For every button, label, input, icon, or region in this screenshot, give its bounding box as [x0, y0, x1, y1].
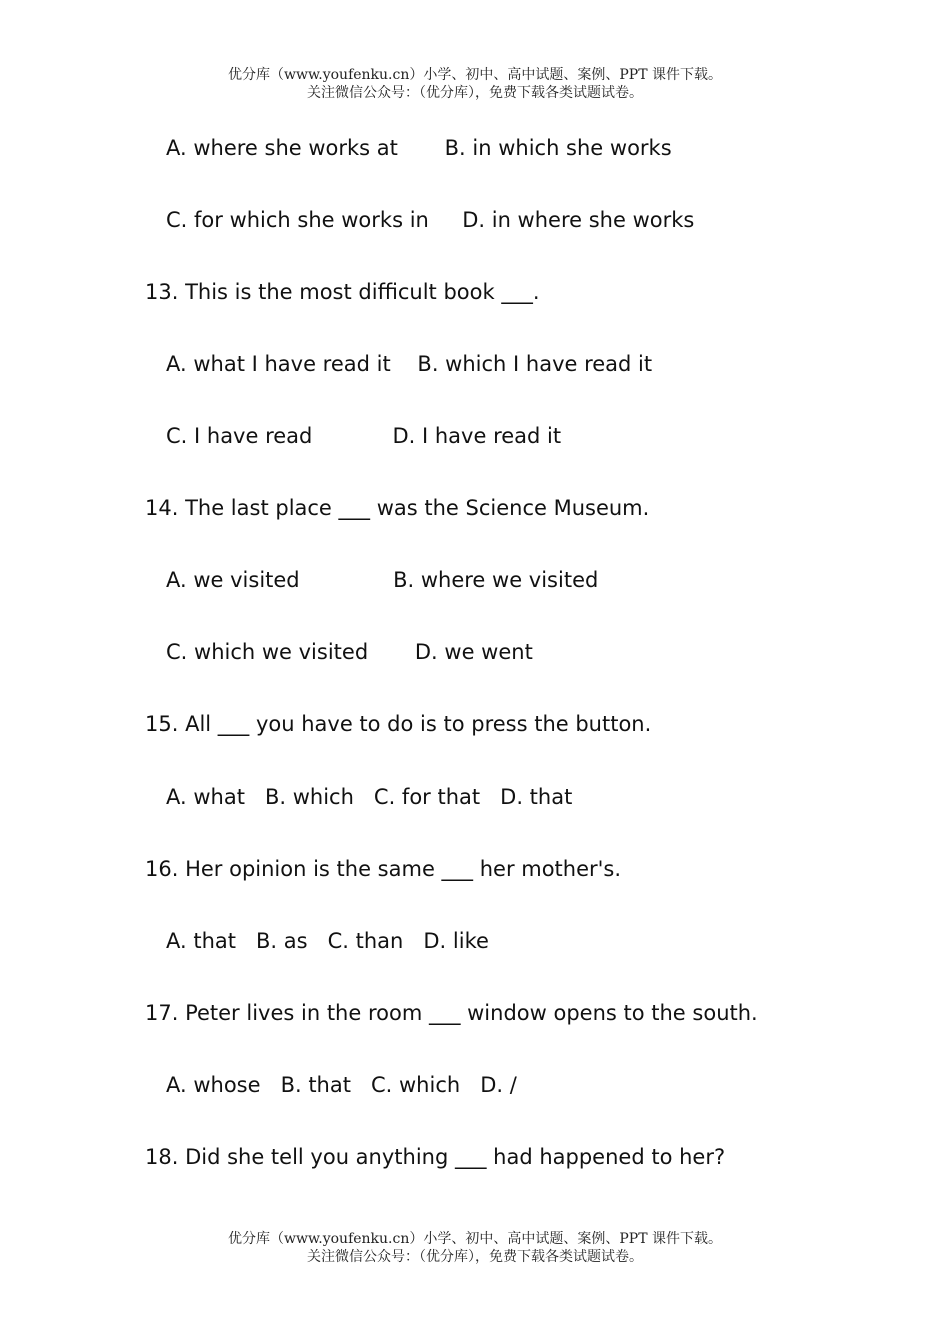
- q17-options: A. whose B. that C. which D. /: [166, 1073, 517, 1097]
- footer-line-2: 关注微信公众号：（优分库），免费下载各类试题试卷。: [307, 1249, 643, 1265]
- question-16: 16. Her opinion is the same ___ her mother's.: [145, 857, 622, 881]
- header-line-1: 优分库（www.youfenku.cn）小学、初中、高中试题、案例、PPT 课件下载。: [227, 67, 722, 83]
- header-line-2: 关注微信公众号：（优分库），免费下载各类试题试卷。: [307, 85, 643, 101]
- question-17: 17. Peter lives in the room ___ window opens to the south.: [145, 1001, 758, 1025]
- question-18: 18. Did she tell you anything ___ had happened to her?: [145, 1145, 726, 1169]
- q12-options-ab: A. where she works at B. in which she works: [166, 136, 672, 160]
- q14-options-ab: A. we visited B. where we visited: [166, 568, 599, 592]
- question-14: 14. The last place ___ was the Science Museum.: [145, 496, 650, 520]
- question-15: 15. All ___ you have to do is to press the button.: [145, 712, 652, 736]
- question-13: 13. This is the most difficult book ___.: [145, 280, 540, 304]
- footer-line-1: 优分库（www.youfenku.cn）小学、初中、高中试题、案例、PPT 课件下载。: [227, 1231, 722, 1247]
- q13-options-cd: C. I have read D. I have read it: [166, 424, 562, 448]
- q12-options-cd: C. for which she works in D. in where she works: [166, 208, 695, 232]
- q14-options-cd: C. which we visited D. we went: [166, 640, 533, 664]
- q13-options-ab: A. what I have read it B. which I have read it: [166, 352, 653, 376]
- page-header: [0, 66, 950, 102]
- q16-options: A. that B. as C. than D. like: [166, 929, 489, 953]
- page-footer: [0, 1230, 950, 1266]
- q15-options: A. what B. which C. for that D. that: [166, 785, 573, 809]
